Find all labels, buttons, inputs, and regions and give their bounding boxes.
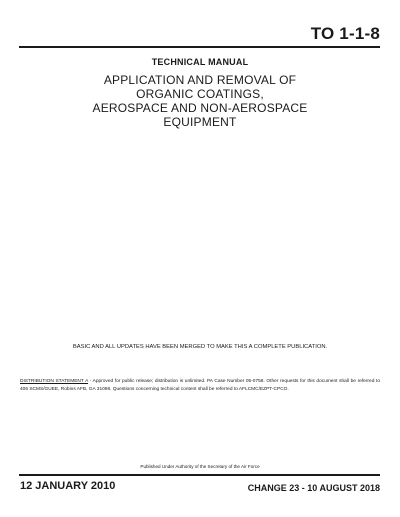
top-divider [19, 46, 380, 48]
to-number: TO 1-1-8 [310, 24, 380, 43]
change-notice: CHANGE 23 - 10 AUGUST 2018 [247, 483, 380, 493]
title-line-3: AEROSPACE AND NON-AEROSPACE [92, 101, 308, 115]
merge-notice: BASIC AND ALL UPDATES HAVE BEEN MERGED TO MAKE THIS A COMPLETE PUBLICATION. [72, 344, 328, 350]
distribution-statement [20, 378, 380, 393]
bottom-divider [19, 474, 380, 476]
document-title [0, 73, 400, 129]
manual-type-label: TECHNICAL MANUAL [151, 57, 249, 67]
title-line-2: ORGANIC COATINGS, [136, 87, 264, 101]
distribution-text: - Approved for public release; distribution is unlimited. PA Case Number 05-0758. Other requests for this document shall be referred to 406 SCMS/GUEE, Robins AFB, GA 31098. Questions concerning technical content shall be referred to AFLCMC/EZPT-CPCO. [20, 379, 380, 392]
title-line-4: EQUIPMENT [163, 115, 237, 129]
publication-date: 12 JANUARY 2010 [20, 480, 116, 492]
publishing-authority: Published Under Authority of the Secretary of the Air Force [140, 464, 260, 469]
title-line-1: APPLICATION AND REMOVAL OF [103, 73, 297, 87]
distribution-label: DISTRIBUTION STATEMENT A [20, 379, 89, 384]
